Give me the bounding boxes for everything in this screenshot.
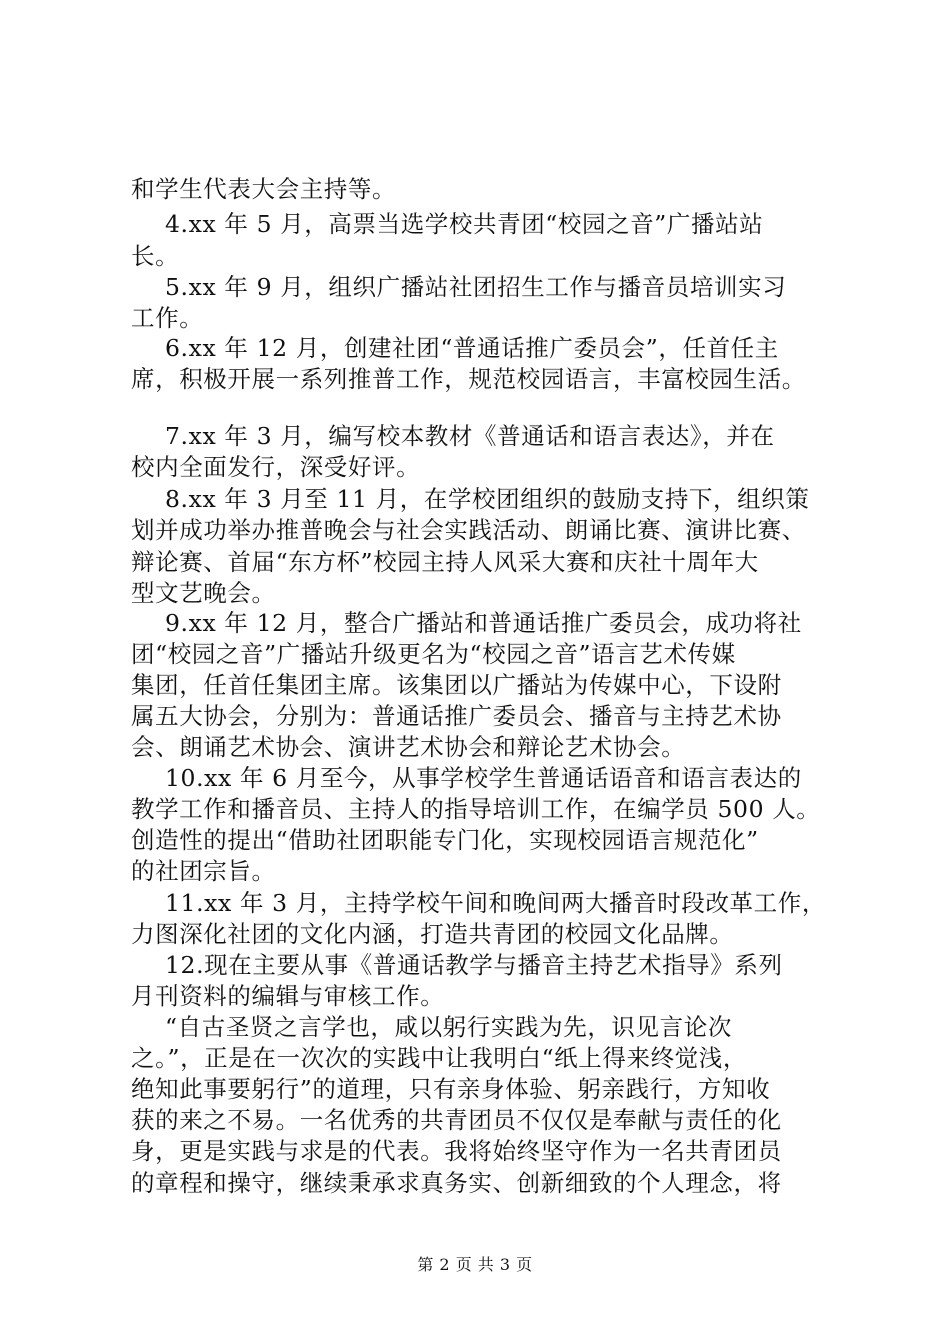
- text-line: 月刊资料的编辑与审核工作。: [131, 982, 445, 1010]
- text-line: 辩论赛、首届“东方杯”校园主持人风采大赛和庆社十周年大: [131, 548, 759, 576]
- list-item-7: 7.xx 年 3 月，编写校本教材《普通话和语言表达》，并在: [165, 422, 775, 450]
- list-item-8: 8.xx 年 3 月至 11 月，在学校团组织的鼓励支持下，组织策: [165, 485, 810, 513]
- text-line: 的章程和操守，继续秉承求真务实、创新细致的个人理念，将: [131, 1169, 782, 1197]
- list-item-4: 4.xx 年 5 月，高票当选学校共青团“校园之音”广播站站: [165, 210, 764, 238]
- text-line: 属五大协会，分别为：普通话推广委员会、播音与主持艺术协: [131, 702, 782, 730]
- text-line: 教学工作和播音员、主持人的指导培训工作，在编学员 500 人。: [131, 795, 821, 823]
- text-line: 划并成功举办推普晚会与社会实践活动、朗诵比赛、演讲比赛、: [131, 516, 806, 544]
- list-item-9: 9.xx 年 12 月，整合广播站和普通话推广委员会，成功将社: [165, 609, 802, 637]
- text-line: 绝知此事要躬行”的道理，只有亲身体验、躬亲践行，方知收: [131, 1075, 771, 1103]
- text-line: 团“校园之音”广播站升级更名为“校园之音”语言艺术传媒: [131, 640, 736, 668]
- text-line: 身，更是实践与求是的代表。我将始终坚守作为一名共青团员: [131, 1137, 782, 1165]
- quote-paragraph-start: “自古圣贤之言学也，咸以躬行实践为先，识见言论次: [165, 1013, 732, 1041]
- list-item-10: 10.xx 年 6 月至今，从事学校学生普通话语音和语言表达的: [165, 764, 802, 792]
- text-line: 席，积极开展一系列推普工作，规范校园语言，丰富校园生活。: [131, 365, 806, 393]
- text-line: 的社团宗旨。: [131, 857, 276, 885]
- list-item-11: 11.xx 年 3 月，主持学校午间和晚间两大播音时段改革工作，: [165, 889, 826, 917]
- text-line: 工作。: [131, 304, 204, 332]
- text-line: 校内全面发行，深受好评。: [131, 453, 421, 481]
- list-item-5: 5.xx 年 9 月，组织广播站社团招生工作与播音员培训实习: [165, 273, 787, 301]
- page-footer: 第 2 页 共 3 页: [417, 1255, 533, 1274]
- text-line: 创造性的提出“借助社团职能专门化，实现校园语言规范化”: [131, 826, 759, 854]
- text-line: 会、朗诵艺术协会、演讲艺术协会和辩论艺术协会。: [131, 733, 686, 761]
- list-item-12: 12.现在主要从事《普通话教学与播音主持艺术指导》系列: [165, 951, 783, 979]
- text-line: 之。”，正是在一次次的实践中让我明白“纸上得来终觉浅，: [131, 1044, 747, 1072]
- list-item-6: 6.xx 年 12 月，创建社团“普通话推广委员会”，任首任主: [165, 334, 779, 362]
- text-line: 集团，任首任集团主席。该集团以广播站为传媒中心，下设附: [131, 671, 782, 699]
- text-line: 型文艺晚会。: [131, 579, 276, 607]
- text-line: 和学生代表大会主持等。: [131, 175, 397, 203]
- text-line: 力图深化社团的文化内涵，打造共青团的校园文化品牌。: [131, 920, 734, 948]
- text-line: 长。: [131, 242, 180, 270]
- text-line: 获的来之不易。一名优秀的共青团员不仅仅是奉献与责任的化: [131, 1106, 782, 1134]
